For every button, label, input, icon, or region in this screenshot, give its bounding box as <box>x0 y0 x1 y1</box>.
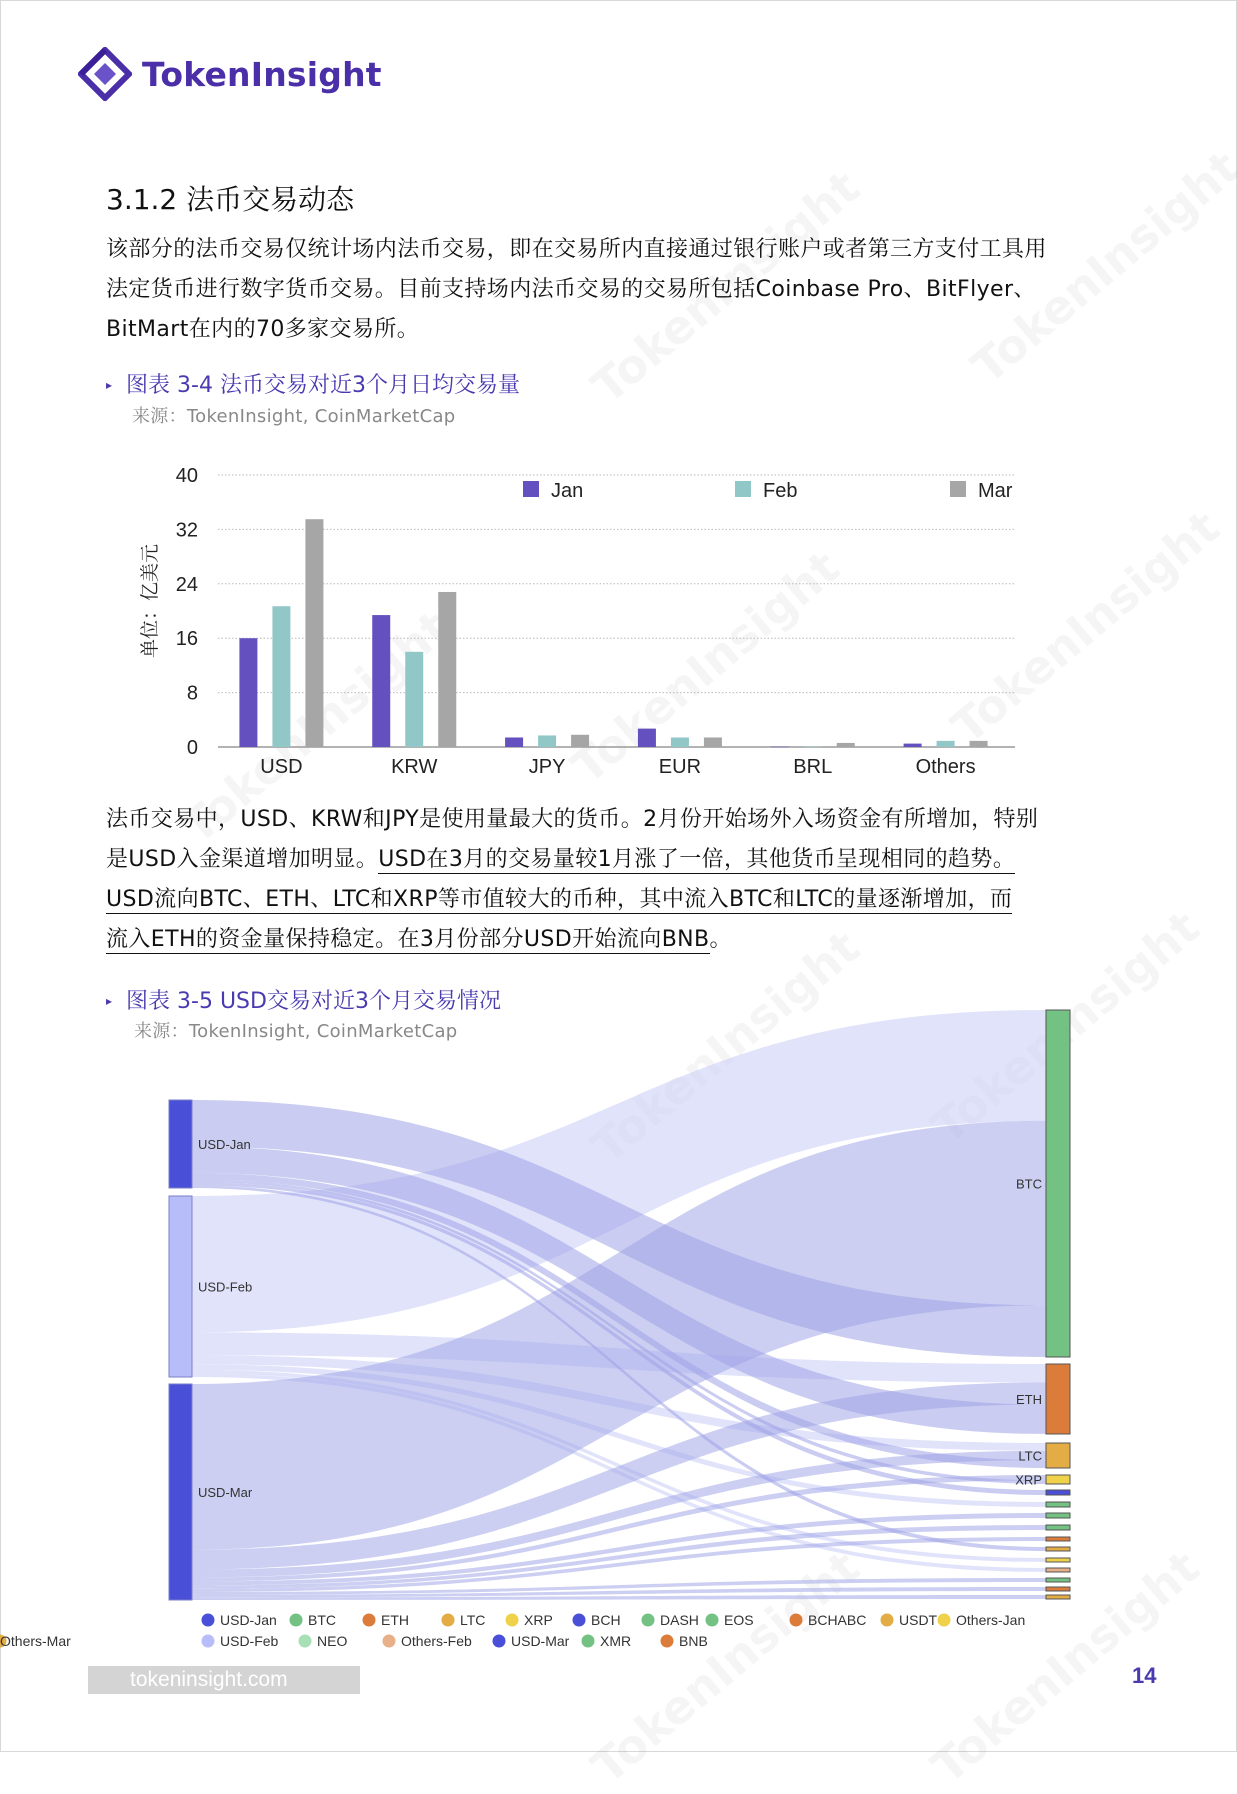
legend-marker <box>202 1635 215 1648</box>
source-node-label: USD-Feb <box>198 1279 253 1295</box>
target-node-bchabc <box>1046 1525 1070 1530</box>
legend-label: LTC <box>460 1612 486 1628</box>
legend-marker <box>506 1614 519 1627</box>
target-node-btc <box>1046 1010 1070 1357</box>
legend-label: BNB <box>679 1633 708 1649</box>
legend-label: XRP <box>524 1612 553 1628</box>
legend-marker <box>363 1614 376 1627</box>
target-node-label: ETH <box>1016 1392 1042 1407</box>
intro-line: 该部分的法币交易仅统计场内法币交易，即在交易所内直接通过银行账户或者第三方支付工具用 <box>106 237 1047 262</box>
target-node-others-mar <box>1046 1595 1070 1599</box>
sankey-links <box>192 1010 1046 1600</box>
target-node-xrp <box>1046 1475 1070 1484</box>
legend-label: Others-Jan <box>956 1612 1026 1628</box>
target-node-bch <box>1046 1490 1070 1495</box>
legend-label: BTC <box>308 1612 336 1628</box>
bullet-triangle-icon: ▸ <box>106 378 113 392</box>
legend-label-mar: Mar <box>978 480 1013 502</box>
source-node-usd-mar <box>169 1384 192 1600</box>
target-node-neo <box>1046 1558 1070 1562</box>
analysis-line: 法币交易中，USD、KRW和JPY是使用量最大的货币。2月份开始场外入场资金有所增加，特别 <box>106 807 1039 832</box>
legend-marker <box>442 1614 455 1627</box>
section-title: 3.1.2 法币交易动态 <box>106 183 355 216</box>
legend-label-jan: Jan <box>551 480 584 502</box>
target-node-eos <box>1046 1513 1070 1518</box>
x-tick-label: Others <box>915 756 976 778</box>
target-node-bnb <box>1046 1587 1070 1591</box>
target-node-ltc <box>1046 1443 1070 1468</box>
source-node-usd-jan <box>169 1100 192 1188</box>
source-node-label: USD-Jan <box>198 1137 251 1152</box>
legend-marker <box>881 1614 894 1627</box>
x-tick-label: USD <box>260 756 303 778</box>
x-tick-label: EUR <box>658 756 702 778</box>
target-node-label: XRP <box>1015 1472 1042 1488</box>
legend-marker <box>202 1614 215 1627</box>
analysis-underlined-text: USD在3月的交易量较1月涨了一倍，其他货币呈现相同的趋势。 <box>378 847 1016 872</box>
legend-label: XMR <box>600 1633 632 1649</box>
figure1-title-text: 图表 3-4 法币交易对近3个月日均交易量 <box>126 373 520 398</box>
legend-marker <box>642 1614 655 1627</box>
y-tick-label: 0 <box>186 737 198 759</box>
legend-label: USD-Mar <box>511 1633 570 1649</box>
target-node-label: LTC <box>1018 1448 1042 1464</box>
figure2-source: 来源：TokenInsight, CoinMarketCap <box>134 1021 458 1042</box>
x-tick-label: JPY <box>528 756 566 778</box>
legend-label: Others-Feb <box>401 1633 472 1649</box>
x-tick-label: BRL <box>793 756 833 778</box>
target-node-usdt <box>1046 1537 1070 1541</box>
target-node-label: BTC <box>1016 1176 1042 1192</box>
legend-label: Others-Mar <box>0 1633 71 1649</box>
x-tick-label: KRW <box>391 756 438 778</box>
target-node-others-jan <box>1046 1547 1070 1551</box>
legend-label: BCH <box>591 1612 621 1628</box>
legend-marker <box>299 1635 312 1648</box>
y-axis-label: 单位：亿美元 <box>140 543 161 659</box>
legend-marker <box>290 1614 303 1627</box>
brand-name: TokenInsight <box>142 54 382 94</box>
legend-label-feb: Feb <box>763 480 798 502</box>
legend-marker <box>582 1635 595 1648</box>
legend-label: NEO <box>317 1633 348 1649</box>
analysis-underlined-text: USD流向BTC、ETH、LTC和XRP等市值较大的币种，其中流入BTC和LTC的量逐渐增加，而 <box>106 887 1013 912</box>
y-tick-label: 8 <box>186 682 198 705</box>
legend-label: USD-Feb <box>220 1633 279 1649</box>
intro-line: BitMart在内的70多家交易所。 <box>106 317 420 342</box>
analysis-text: 。 <box>709 927 732 952</box>
y-tick-label: 16 <box>175 628 198 651</box>
legend-marker <box>661 1635 674 1648</box>
target-node-eth <box>1046 1364 1070 1434</box>
legend-marker <box>383 1635 396 1648</box>
legend-label: EOS <box>724 1612 754 1628</box>
legend-label: USD-Jan <box>220 1612 277 1628</box>
analysis-text: 是USD入金渠道增加明显。 <box>106 847 379 872</box>
source-node-usd-feb <box>169 1196 192 1377</box>
legend-label: BCHABC <box>808 1612 867 1628</box>
legend-label: ETH <box>381 1612 409 1628</box>
y-tick-label: 24 <box>175 573 198 596</box>
target-node-xmr <box>1046 1578 1070 1582</box>
figure1-source: 来源：TokenInsight, CoinMarketCap <box>132 406 456 427</box>
legend-label: USDT <box>899 1612 938 1628</box>
legend-marker <box>573 1614 586 1627</box>
page-number: 14 <box>1132 1663 1157 1688</box>
bullet-triangle-icon: ▸ <box>106 994 113 1008</box>
footer-url[interactable]: tokeninsight.com <box>130 1668 288 1691</box>
intro-line: 法定货币进行数字货币交易。目前支持场内法币交易的交易所包括Coinbase Pro、BitFlyer、 <box>106 277 1036 302</box>
legend-label: DASH <box>660 1612 699 1628</box>
figure2-title-text: 图表 3-5 USD交易对近3个月交易情况 <box>126 989 501 1014</box>
legend-marker <box>706 1614 719 1627</box>
source-node-label: USD-Mar <box>198 1485 253 1500</box>
legend-marker <box>790 1614 803 1627</box>
analysis-underlined-text: 流入ETH的资金量保持稳定。在3月份部分USD开始流向BNB <box>106 927 710 952</box>
legend-marker <box>938 1614 951 1627</box>
target-node-others-feb <box>1046 1568 1070 1572</box>
y-tick-label: 40 <box>175 465 198 487</box>
legend-marker <box>493 1635 506 1648</box>
y-tick-label: 32 <box>175 519 198 542</box>
target-node-dash <box>1046 1502 1070 1507</box>
